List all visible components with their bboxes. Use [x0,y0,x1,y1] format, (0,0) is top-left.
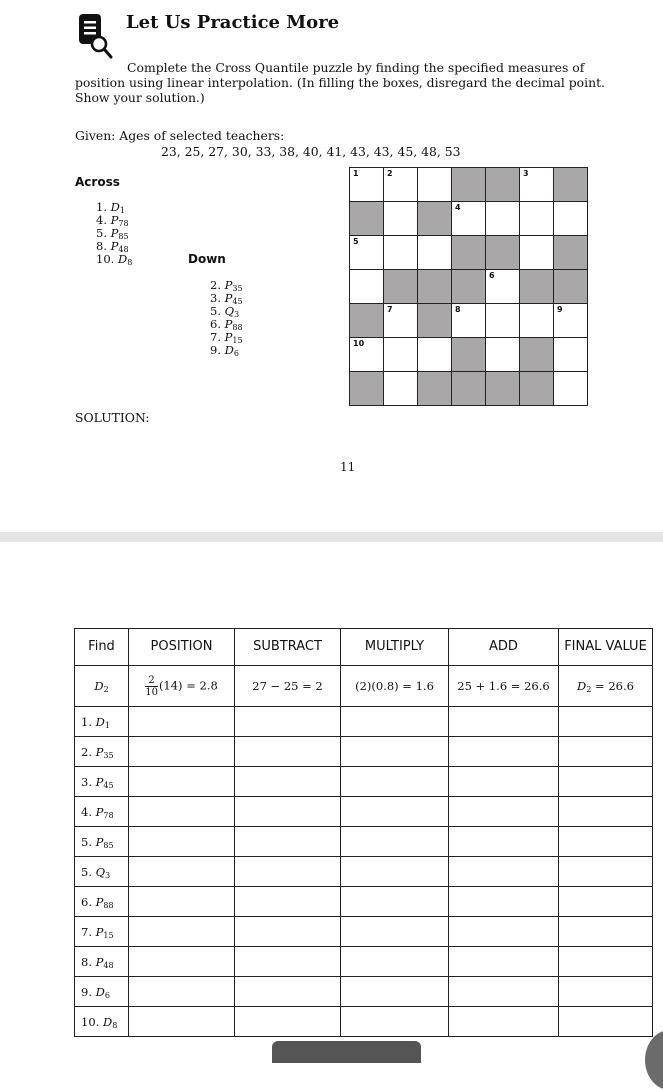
clue-number: 7. [210,330,221,344]
answer-cell[interactable] [384,236,418,270]
clue-number: 5. [81,864,92,879]
find-cell: 5. $P_{85}$ [75,827,129,857]
cell-number: 2 [387,169,393,178]
cell-number: 10 [353,339,365,348]
solution-label: SOLUTION: [75,410,150,425]
answer-cell[interactable] [452,202,486,236]
across-heading: Across [75,175,120,189]
cell-number: 3 [523,169,529,178]
across-clue: 8. $P_{48}$ [96,239,129,254]
find-cell: 8. $P_{48}$ [75,947,129,977]
answer-cell[interactable] [350,270,384,304]
down-clue: 3. $P_{45}$ [210,291,243,306]
answer-cell[interactable] [129,887,235,917]
table-row [75,797,653,827]
answer-cell[interactable] [520,236,554,270]
page-top [0,0,663,532]
answer-cell[interactable] [235,827,341,857]
crossword-grid [349,167,588,406]
answer-cell[interactable] [235,887,341,917]
clue-number: 6. [81,894,92,909]
answer-cell[interactable] [129,737,235,767]
page-gap [0,532,663,542]
shaded-cell [486,372,520,406]
shaded-cell [452,372,486,406]
given-label: Given: Ages of selected teachers: [75,128,285,143]
answer-cell[interactable] [129,767,235,797]
answer-cell[interactable] [559,797,653,827]
table-row [75,707,653,737]
answer-cell[interactable] [554,202,588,236]
down-clue: 6. $P_{88}$ [210,317,243,332]
given-data: 23, 25, 27, 30, 33, 38, 40, 41, 43, 43, 45, 48, 53 [161,144,461,159]
answer-cell[interactable] [350,236,384,270]
shaded-cell [486,236,520,270]
clue-number: 10. [81,1014,100,1029]
clue-number: 5. [210,304,221,318]
clue-number: 4. [96,213,107,227]
shaded-cell [520,270,554,304]
answer-cell[interactable] [235,857,341,887]
clue-number: 9. [81,984,92,999]
answer-cell[interactable] [341,797,449,827]
clue-number: 4. [81,804,92,819]
example-final: $D_2 = 26.6$ [559,666,653,707]
answer-cell[interactable] [449,797,559,827]
page-number: 11 [340,460,356,474]
answer-cell[interactable] [486,304,520,338]
bottom-tab[interactable] [272,1041,421,1063]
clue-number: 5. [96,226,107,240]
answer-cell[interactable] [384,202,418,236]
clue-number: 3. [210,291,221,305]
answer-cell[interactable] [559,707,653,737]
example-position: $\frac{2}{10}$ (14) = 2.8 [129,666,235,707]
clue-number: 6. [210,317,221,331]
example-add: 25 + 1.6 = 26.6 [449,666,559,707]
shaded-cell [452,270,486,304]
answer-cell[interactable] [449,737,559,767]
find-cell: 2. $P_{35}$ [75,737,129,767]
answer-cell[interactable] [452,304,486,338]
answer-cell[interactable] [235,917,341,947]
answer-cell[interactable] [235,947,341,977]
cell-number: 6 [489,271,495,280]
answer-cell[interactable] [235,1007,341,1037]
find-cell: 6. $P_{88}$ [75,887,129,917]
table-row [75,977,653,1007]
header-position: POSITION [129,629,235,666]
answer-cell[interactable] [449,887,559,917]
answer-cell[interactable] [384,304,418,338]
example-subtract: 27 − 25 = 2 [235,666,341,707]
answer-cell[interactable] [554,338,588,372]
answer-cell[interactable] [384,168,418,202]
clue-number: 5. [81,834,92,849]
clue-number: 8. [81,954,92,969]
find-cell: 9. $D_6$ [75,977,129,1007]
answer-cell[interactable] [418,338,452,372]
shaded-cell [350,372,384,406]
answer-cell[interactable] [559,977,653,1007]
down-clue: 7. $P_{15}$ [210,330,243,345]
document-search-icon [77,12,113,60]
answer-cell[interactable] [384,338,418,372]
example-row [75,666,653,707]
find-cell: 7. $P_{15}$ [75,917,129,947]
answer-cell[interactable] [486,202,520,236]
answer-cell[interactable] [235,797,341,827]
clue-number: 9. [210,343,221,357]
answer-cell[interactable] [341,917,449,947]
cell-number: 5 [353,237,359,246]
cell-number: 9 [557,305,563,314]
find-cell: 1. $D_1$ [75,707,129,737]
clue-number: 1. [96,200,107,214]
shaded-cell [520,372,554,406]
table-row [75,917,653,947]
answer-cell[interactable] [449,977,559,1007]
answer-cell[interactable] [235,707,341,737]
answer-cell[interactable] [341,707,449,737]
answer-cell[interactable] [520,202,554,236]
clue-number: 10. [96,252,115,266]
shaded-cell [384,270,418,304]
answer-cell[interactable] [129,827,235,857]
cell-number: 8 [455,305,461,314]
across-clue: 10. $D_8$ [96,252,133,267]
page-title: Let Us Practice More [126,12,340,33]
find-cell: 3. $P_{45}$ [75,767,129,797]
find-cell: 5. $Q_3$ [75,857,129,887]
table-header-row [75,629,653,666]
answer-cell[interactable] [341,977,449,1007]
answer-cell[interactable] [341,857,449,887]
answer-cell[interactable] [129,797,235,827]
answer-cell[interactable] [341,737,449,767]
answer-cell[interactable] [341,767,449,797]
table-row [75,767,653,797]
answer-cell[interactable] [559,947,653,977]
answer-cell[interactable] [129,707,235,737]
table-row [75,947,653,977]
answer-cell[interactable] [486,338,520,372]
clue-number: 8. [96,239,107,253]
across-clue: 5. $P_{85}$ [96,226,129,241]
answer-cell[interactable] [129,1007,235,1037]
answer-cell[interactable] [129,917,235,947]
answer-cell[interactable] [449,947,559,977]
answer-cell[interactable] [520,304,554,338]
answer-cell[interactable] [418,168,452,202]
cell-number: 4 [455,203,461,212]
instructions-text: Complete the Cross Quantile puzzle by finding the specified measures of position using linear interpolation. (In filling the boxes, disregard the decimal point. Show your solution.) [75,60,605,105]
answer-cell[interactable] [350,168,384,202]
across-clues [96,201,132,266]
clue-number: 7. [81,924,92,939]
down-clues [210,279,243,357]
answer-cell[interactable] [554,304,588,338]
example-find: $D_2$ [75,666,129,707]
header-subtract: SUBTRACT [235,629,341,666]
down-clue: 2. $P_{35}$ [210,278,243,293]
clue-number: 2. [210,278,221,292]
table-row [75,887,653,917]
shaded-cell [452,168,486,202]
answer-cell[interactable] [341,1007,449,1037]
shaded-cell [350,202,384,236]
page-bottom [0,542,663,1063]
down-clue: 9. $D_6$ [210,343,239,358]
clue-number: 3. [81,774,92,789]
shaded-cell [452,236,486,270]
shaded-cell [418,372,452,406]
instructions [75,60,630,105]
answer-cell[interactable] [559,887,653,917]
answer-cell[interactable] [520,168,554,202]
find-cell: 10. $D_8$ [75,1007,129,1037]
answer-cell[interactable] [559,1007,653,1037]
find-cell: 4. $P_{78}$ [75,797,129,827]
solution-table [74,628,653,1037]
clue-number: 1. [81,714,92,729]
answer-cell[interactable] [486,270,520,304]
answer-cell[interactable] [350,338,384,372]
answer-cell[interactable] [449,827,559,857]
answer-cell[interactable] [449,707,559,737]
answer-cell[interactable] [341,947,449,977]
answer-cell[interactable] [235,767,341,797]
shaded-cell [554,236,588,270]
shaded-cell [520,338,554,372]
example-multiply: (2)(0.8) = 1.6 [341,666,449,707]
table-row [75,737,653,767]
answer-cell[interactable] [449,1007,559,1037]
fraction: $\frac{2}{10}$ [145,674,158,698]
header-find: Find [75,629,129,666]
across-clue: 1. $D_1$ [96,200,125,215]
cell-number: 7 [387,305,393,314]
clue-number: 2. [81,744,92,759]
shaded-cell [486,168,520,202]
down-clue: 5. $Q_3$ [210,304,240,319]
table-row [75,827,653,857]
answer-cell[interactable] [341,827,449,857]
answer-cell[interactable] [449,857,559,887]
answer-cell[interactable] [129,977,235,1007]
answer-cell[interactable] [559,737,653,767]
answer-cell[interactable] [384,372,418,406]
answer-cell[interactable] [559,767,653,797]
shaded-cell [350,304,384,338]
answer-cell[interactable] [559,827,653,857]
shaded-cell [452,338,486,372]
header-multiply: MULTIPLY [341,629,449,666]
answer-cell[interactable] [341,887,449,917]
answer-cell[interactable] [449,917,559,947]
answer-cell[interactable] [559,917,653,947]
answer-cell[interactable] [129,857,235,887]
shaded-cell [418,202,452,236]
shaded-cell [554,270,588,304]
answer-cell[interactable] [554,372,588,406]
shaded-cell [418,270,452,304]
table-row [75,857,653,887]
answer-cell[interactable] [235,977,341,1007]
shaded-cell [418,304,452,338]
answer-cell[interactable] [129,947,235,977]
cell-number: 1 [353,169,359,178]
across-clue: 4. $P_{78}$ [96,213,129,228]
answer-cell[interactable] [559,857,653,887]
answer-cell[interactable] [418,236,452,270]
answer-cell[interactable] [235,737,341,767]
shaded-cell [554,168,588,202]
header-final-value: FINAL VALUE [559,629,653,666]
header-add: ADD [449,629,559,666]
table-row [75,1007,653,1037]
down-heading: Down [188,252,226,266]
answer-cell[interactable] [449,767,559,797]
